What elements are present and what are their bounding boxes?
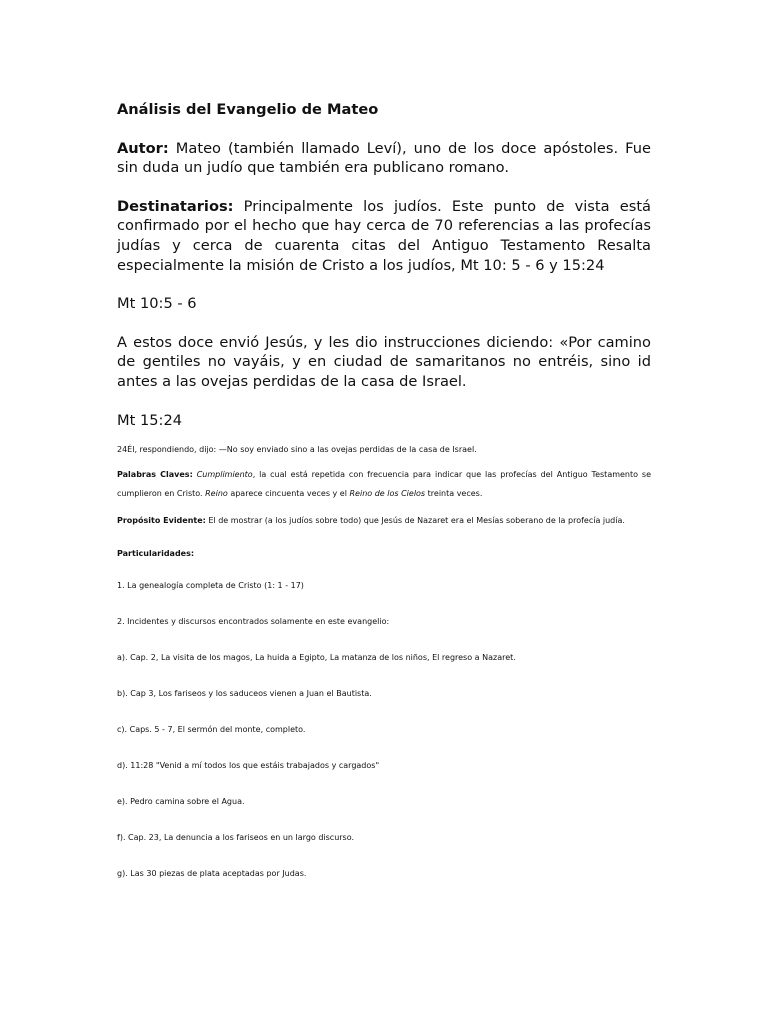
list-item: e). Pedro camina sobre el Agua.	[117, 797, 245, 807]
particularidades-list	[117, 579, 651, 881]
document-page	[117, 96, 651, 881]
list-item: 2. Incidentes y discursos encontrados solamente en este evangelio:	[117, 617, 390, 627]
proposito-paragraph	[117, 511, 651, 530]
destinatarios-paragraph	[117, 197, 651, 275]
destinatarios-text: Principalmente los judíos. Este punto de vista está confirmado por el hecho que hay cerca de 70 referencias a las profecías judías y cerca de cuarenta citas del Antiguo Testamento Resalta especialmente la misión de Cristo a los judíos, Mt 10: 5 - 6 y 15:24	[117, 197, 651, 274]
list-item: g). Las 30 piezas de plata aceptadas por Judas.	[117, 869, 307, 879]
palabras-claves-label: Palabras Claves:	[117, 470, 193, 480]
reference-mt-15: Mt 15:24	[117, 411, 183, 429]
list-item: c). Caps. 5 - 7, El sermón del monte, completo.	[117, 725, 306, 735]
autor-label: Autor:	[117, 139, 169, 157]
list-item: b). Cap 3, Los fariseos y los saduceos vienen a Juan el Bautista.	[117, 689, 372, 699]
list-item: a). Cap. 2, La visita de los magos, La huida a Egipto, La matanza de los niños, El regreso a Nazaret.	[117, 653, 516, 663]
proposito-text: El de mostrar (a los judíos sobre todo) que Jesús de Nazaret era el Mesías soberano de la profecía judía.	[205, 516, 625, 526]
list-item: f). Cap. 23, La denuncia a los fariseos en un largo discurso.	[117, 833, 355, 843]
autor-text: Mateo (también llamado Leví), uno de los doce apóstoles. Fue sin duda un judío que también era publicano romano.	[117, 139, 651, 177]
reference-mt-10: Mt 10:5 - 6	[117, 295, 197, 313]
verse-24: 24Él, respondiendo, dijo: —No soy enviado sino a las ovejas perdidas de la casa de Israel.	[117, 445, 477, 455]
proposito-label: Propósito Evidente:	[117, 516, 206, 526]
document-title: Análisis del Evangelio de Mateo	[117, 101, 379, 118]
particularidades-label: Particularidades:	[117, 549, 195, 559]
list-item: 1. La genealogía completa de Cristo (1: 1 - 17)	[117, 581, 304, 591]
destinatarios-label: Destinatarios:	[117, 197, 234, 215]
palabras-claves-paragraph: Palabras Claves: Cumplimiento, la cual está repetida con frecuencia para indicar que las profecías del Antiguo Testamento se cumplieron en Cristo. Reino aparece cincuenta veces y el Reino de los Cielos treinta veces.	[117, 470, 652, 499]
quote-mt-10: A estos doce envió Jesús, y les dio instrucciones diciendo: «Por camino de gentiles no vayáis, y en ciudad de samaritanos no entréis, sino id antes a las ovejas perdidas de la casa de Israel.	[117, 333, 651, 390]
autor-paragraph	[117, 139, 651, 178]
list-item: d). 11:28 "Venid a mí todos los que estáis trabajados y cargados"	[117, 761, 380, 771]
